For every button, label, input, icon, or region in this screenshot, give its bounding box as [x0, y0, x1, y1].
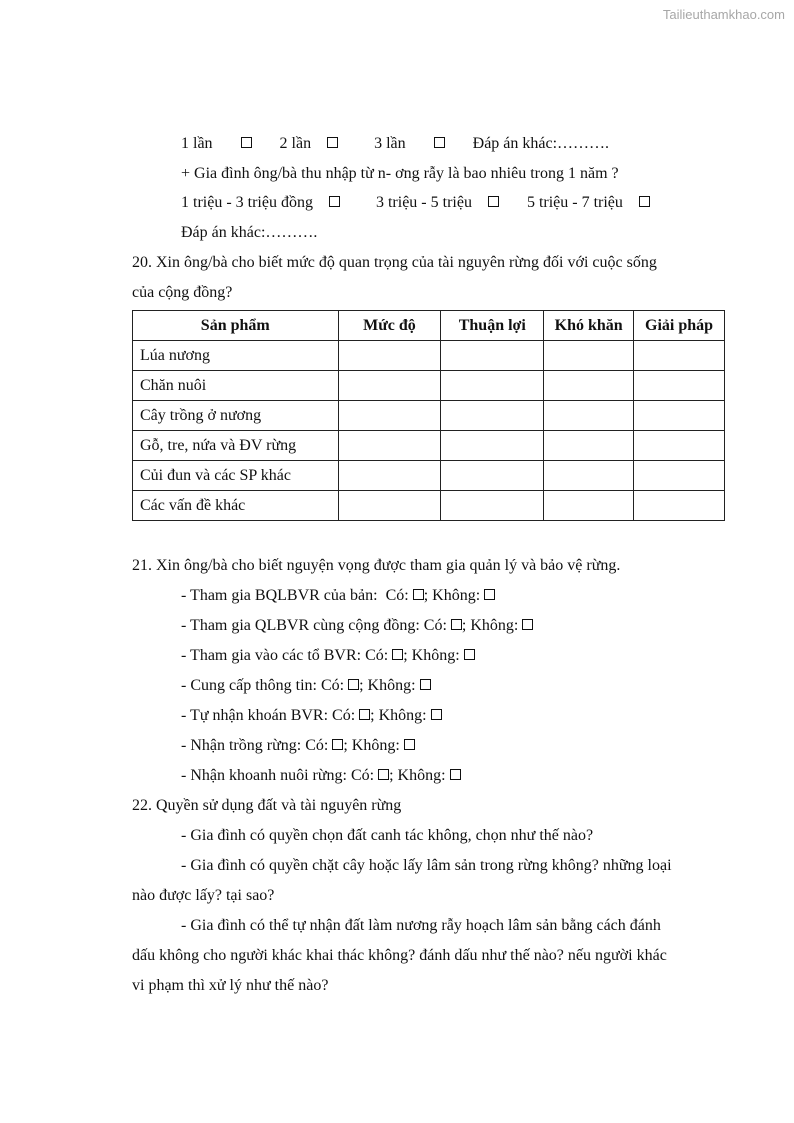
- checkbox-icon[interactable]: [464, 649, 475, 660]
- income-question: + Gia đình ông/bà thu nhập từ n- ơng rẫy là bao nhiêu trong 1 năm ?: [181, 165, 619, 182]
- table-cell[interactable]: [544, 491, 634, 521]
- table-cell[interactable]: [441, 341, 544, 371]
- checkbox-icon[interactable]: [241, 137, 252, 148]
- table-cell[interactable]: [338, 491, 441, 521]
- q20-line-1: 20. Xin ông/bà cho biết mức độ quan trọng của tài nguyên rừng đối với cuộc sống: [132, 254, 657, 271]
- q21-item-label: - Tham gia BQLBVR của bản:: [181, 587, 378, 604]
- checkbox-icon[interactable]: [392, 649, 403, 660]
- checkbox-icon[interactable]: [348, 679, 359, 690]
- table-cell[interactable]: [634, 371, 725, 401]
- table-cell[interactable]: [544, 371, 634, 401]
- checkbox-icon[interactable]: [359, 709, 370, 720]
- table-row: [133, 431, 725, 461]
- row-label: Gỗ, tre, nứa và ĐV rừng: [133, 431, 339, 461]
- table-cell[interactable]: [634, 461, 725, 491]
- q21-item: [181, 646, 475, 666]
- table-cell[interactable]: [544, 401, 634, 431]
- q22-title: 22. Quyền sử dụng đất và tài nguyên rừng: [132, 797, 402, 814]
- table-cell[interactable]: [338, 371, 441, 401]
- checkbox-icon[interactable]: [431, 709, 442, 720]
- table-cell[interactable]: [441, 491, 544, 521]
- checkbox-icon[interactable]: [327, 137, 338, 148]
- freq-option-2: 2 lần: [279, 135, 312, 152]
- q21-item-label: - Tham gia vào các tổ BVR:: [181, 647, 362, 664]
- row-label: Các vấn đề khác: [133, 491, 339, 521]
- col-header-solutions: Giải pháp: [634, 311, 725, 341]
- income-options: [181, 193, 650, 213]
- q21-item: [181, 616, 533, 636]
- table-cell[interactable]: [634, 431, 725, 461]
- col-header-difficulties: Khó khăn: [544, 311, 634, 341]
- checkbox-icon[interactable]: [413, 589, 424, 600]
- q21-item-label: - Cung cấp thông tin:: [181, 677, 317, 694]
- checkbox-icon[interactable]: [451, 619, 462, 630]
- yes-label: Có:: [385, 587, 409, 604]
- col-header-product: Sản phẩm: [133, 311, 339, 341]
- q21-item-label: - Nhận khoanh nuôi rừng:: [181, 767, 347, 784]
- table-header-row: [133, 311, 725, 341]
- no-label: ; Không:: [403, 647, 460, 664]
- checkbox-icon[interactable]: [434, 137, 445, 148]
- income-option-2: 3 triệu - 5 triệu: [375, 194, 472, 211]
- table-cell[interactable]: [544, 341, 634, 371]
- table-row: [133, 491, 725, 521]
- table-row: [133, 401, 725, 431]
- table-cell[interactable]: [338, 431, 441, 461]
- table-cell[interactable]: [544, 431, 634, 461]
- q22-para-3-line-2: dấu không cho người khác khai thác không? đánh dấu như thế nào? nếu người khác: [132, 947, 667, 964]
- no-label: ; Không:: [370, 707, 427, 724]
- table-row: [133, 371, 725, 401]
- checkbox-icon[interactable]: [378, 769, 389, 780]
- q21-item-label: - Nhận trồng rừng:: [181, 737, 302, 754]
- checkbox-icon[interactable]: [332, 739, 343, 750]
- watermark: Tailieuthamkhao.com: [662, 7, 785, 22]
- table-cell[interactable]: [338, 401, 441, 431]
- table-row: [133, 461, 725, 491]
- table-cell[interactable]: [634, 341, 725, 371]
- table-cell[interactable]: [544, 461, 634, 491]
- income-option-3: 5 triệu - 7 triệu: [526, 194, 623, 211]
- q22-para-1: - Gia đình có quyền chọn đất canh tác không, chọn như thế nào?: [181, 827, 594, 844]
- yes-label: Có:: [423, 617, 447, 634]
- yes-label: Có:: [320, 677, 345, 694]
- checkbox-icon[interactable]: [488, 196, 499, 207]
- q22-para-2-line-1: - Gia đình có quyền chặt cây hoặc lấy lâm sản trong rừng không? những loại: [181, 857, 672, 874]
- q22-para-3-line-1: - Gia đình có thể tự nhận đất làm nương rẫy hoạch lâm sản bằng cách đánh: [181, 917, 661, 934]
- q21-item-label: - Tự nhận khoán BVR:: [181, 707, 329, 724]
- income-option-1: 1 triệu - 3 triệu đồng: [181, 194, 313, 211]
- col-header-advantages: Thuận lợi: [441, 311, 544, 341]
- table-row: [133, 341, 725, 371]
- freq-option-1: 1 lần: [181, 135, 213, 152]
- no-label: ; Không:: [461, 617, 519, 634]
- table-cell[interactable]: [634, 401, 725, 431]
- freq-other: Đáp án khác:……….: [472, 135, 610, 152]
- table-cell[interactable]: [441, 431, 544, 461]
- row-label: Chăn nuôi: [133, 371, 339, 401]
- no-label: ; Không:: [423, 587, 481, 604]
- q21-item-label: - Tham gia QLBVR cùng cộng đồng:: [181, 617, 420, 634]
- table-cell[interactable]: [441, 401, 544, 431]
- resource-table: [132, 310, 725, 521]
- q21-item: [181, 676, 431, 696]
- yes-label: Có:: [305, 737, 329, 754]
- no-label: ; Không:: [343, 737, 400, 754]
- checkbox-icon[interactable]: [522, 619, 533, 630]
- checkbox-icon[interactable]: [404, 739, 415, 750]
- q21-item: [181, 706, 442, 726]
- table-cell[interactable]: [441, 371, 544, 401]
- table-cell[interactable]: [441, 461, 544, 491]
- row-label: Lúa nương: [133, 341, 339, 371]
- table-cell[interactable]: [338, 341, 441, 371]
- checkbox-icon[interactable]: [639, 196, 650, 207]
- no-label: ; Không:: [359, 677, 416, 694]
- q21-item: [181, 766, 461, 786]
- col-header-level: Mức độ: [338, 311, 441, 341]
- checkbox-icon[interactable]: [329, 196, 340, 207]
- checkbox-icon[interactable]: [484, 589, 495, 600]
- no-label: ; Không:: [389, 767, 446, 784]
- q22-para-2-line-2: nào được lấy? tại sao?: [132, 887, 275, 904]
- yes-label: Có:: [350, 767, 375, 784]
- frequency-options: [181, 134, 609, 154]
- q22-para-3-line-3: vi phạm thì xử lý như thế nào?: [132, 977, 329, 994]
- checkbox-icon[interactable]: [420, 679, 431, 690]
- row-label: Củi đun và các SP khác: [133, 461, 339, 491]
- table-cell[interactable]: [634, 491, 725, 521]
- row-label: Cây trồng ở nương: [133, 401, 339, 431]
- q21-title: 21. Xin ông/bà cho biết nguyện vọng được tham gia quản lý và bảo vệ rừng.: [132, 557, 621, 574]
- q20-line-2: của cộng đồng?: [132, 284, 233, 301]
- yes-label: Có:: [365, 647, 389, 664]
- q21-item: [181, 586, 495, 606]
- q21-item: [181, 736, 415, 756]
- yes-label: Có:: [332, 707, 356, 724]
- income-other: Đáp án khác:……….: [181, 224, 318, 241]
- table-cell[interactable]: [338, 461, 441, 491]
- freq-option-3: 3 lần: [374, 135, 406, 152]
- checkbox-icon[interactable]: [450, 769, 461, 780]
